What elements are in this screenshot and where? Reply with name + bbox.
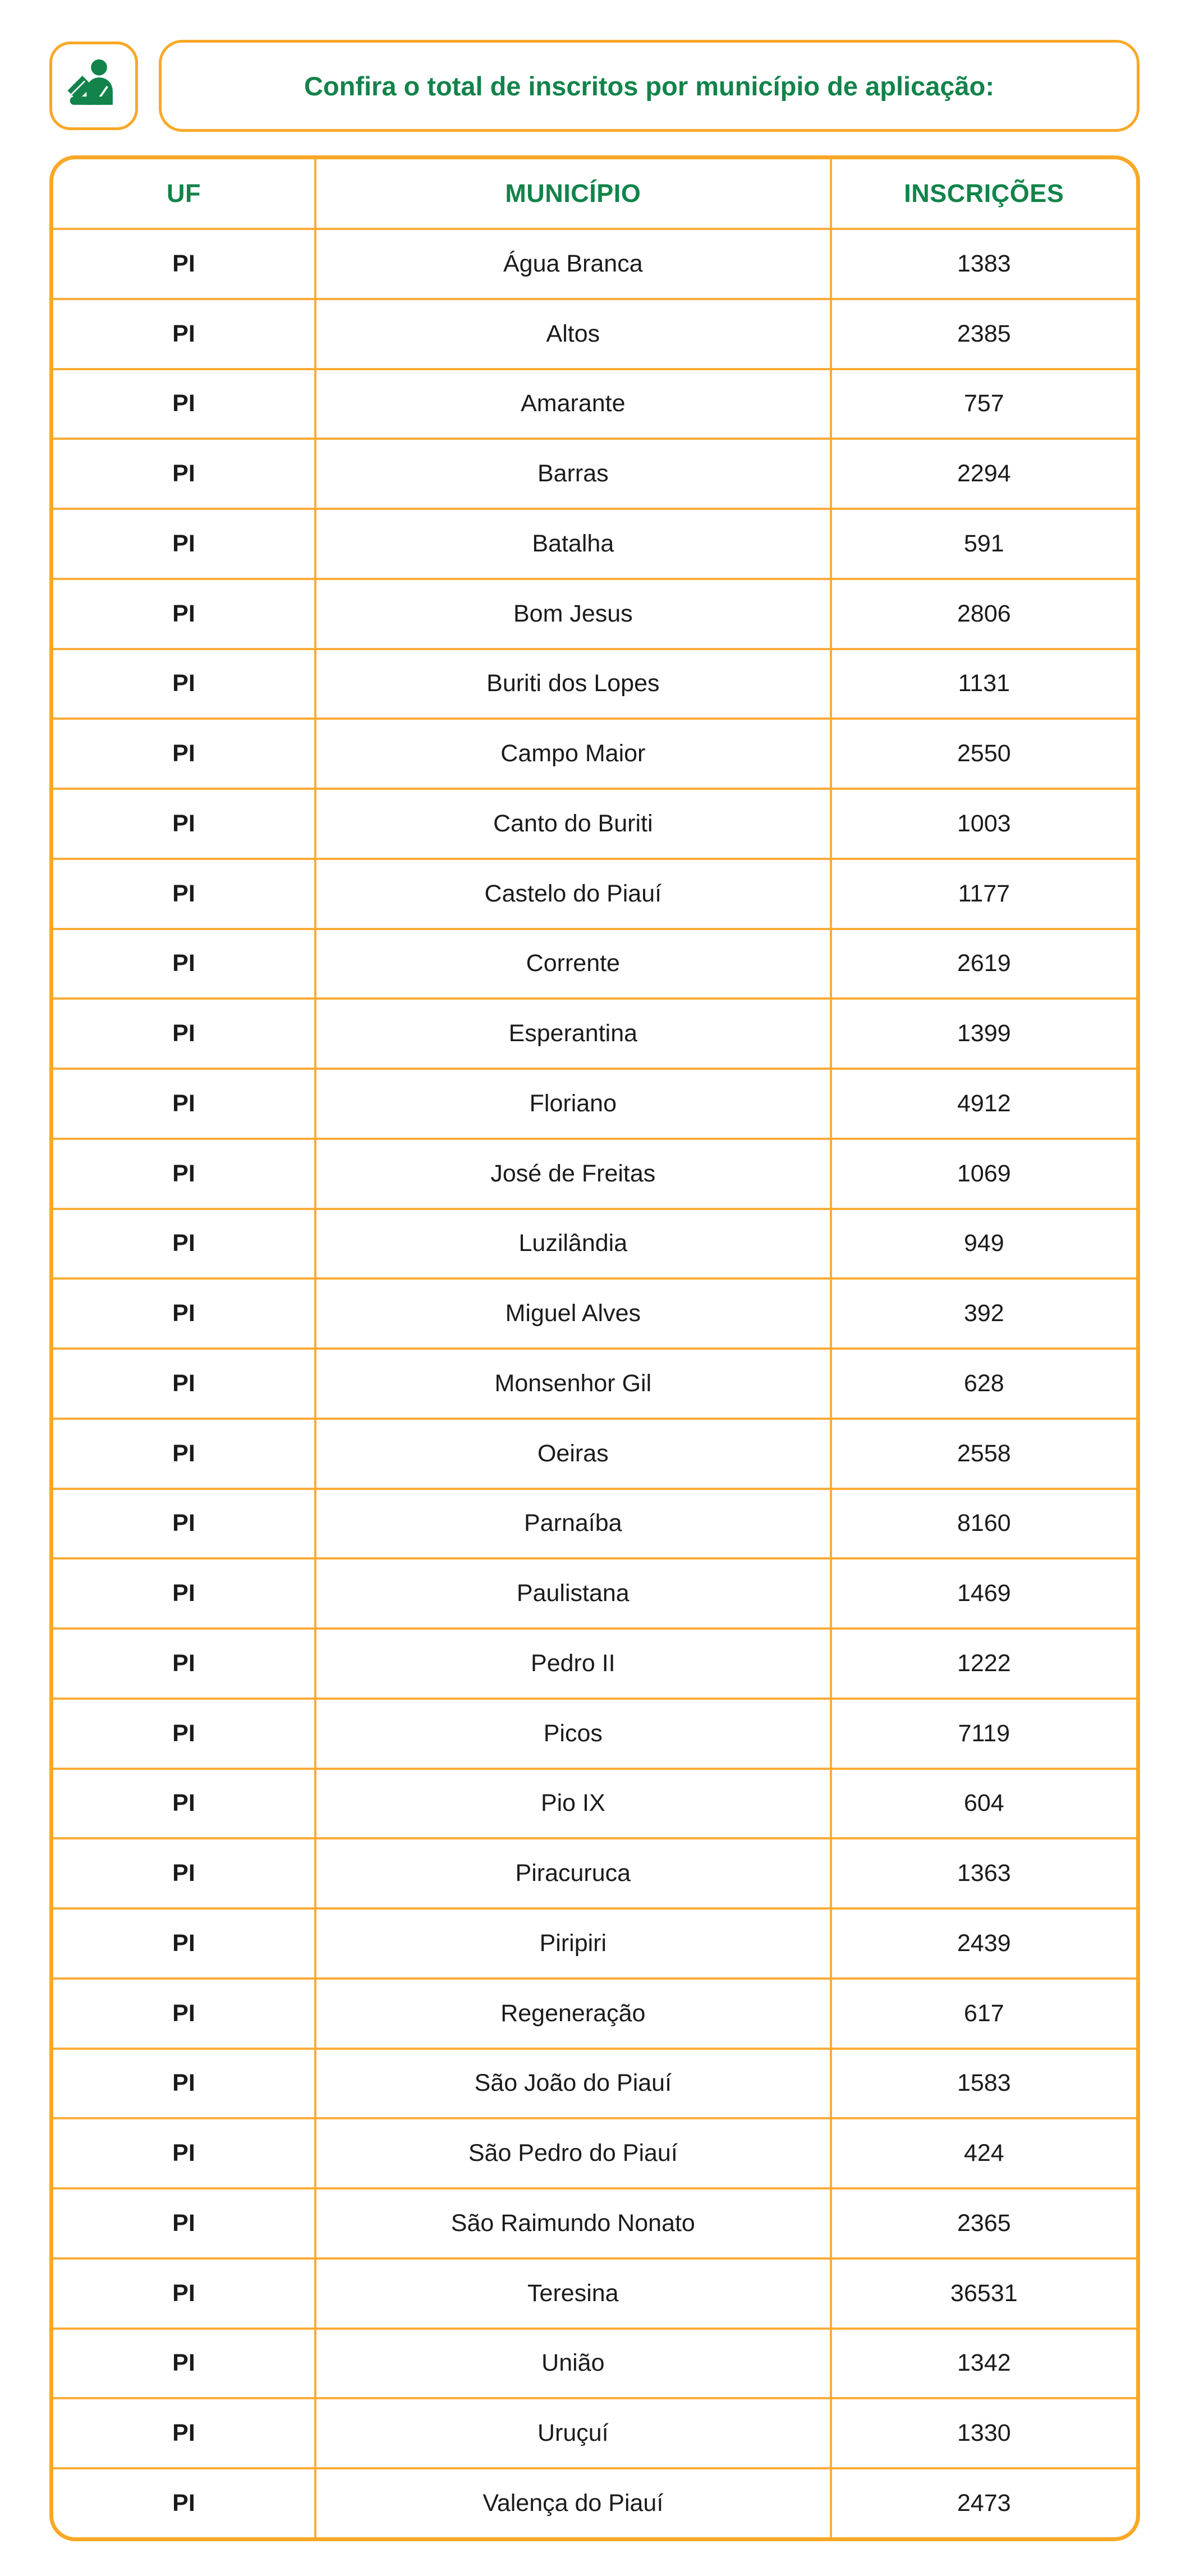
table-header-row <box>53 159 1136 228</box>
cell-uf: PI <box>53 790 316 858</box>
cell-inscricoes: 604 <box>963 1790 1004 1817</box>
cell-uf: PI <box>53 930 316 998</box>
cell-uf: PI <box>53 230 316 298</box>
cell-municipio: Pio IX <box>316 1770 832 1838</box>
table-row <box>53 1347 1136 1418</box>
table-row <box>53 2327 1136 2398</box>
cell-inscricoes: 2294 <box>957 460 1011 487</box>
cell-municipio: Luzilândia <box>316 1210 832 1278</box>
table-row <box>53 1488 1136 1558</box>
column-header-uf: UF <box>53 159 316 228</box>
cell-municipio: Miguel Alves <box>316 1280 832 1347</box>
cell-inscricoes: 7119 <box>958 1719 1010 1747</box>
cell-uf: PI <box>53 1980 316 2048</box>
cell-uf: PI <box>53 1350 316 1418</box>
cell-inscricoes: 1003 <box>957 809 1011 837</box>
cell-uf: PI <box>53 1770 316 1838</box>
cell-inscricoes: 1069 <box>957 1160 1011 1187</box>
cell-uf: PI <box>53 510 316 578</box>
cell-inscricoes: 757 <box>963 390 1004 417</box>
cell-uf: PI <box>53 580 316 648</box>
cell-uf: PI <box>53 1700 316 1768</box>
cell-municipio: Barras <box>316 440 832 508</box>
cell-uf: PI <box>53 2260 316 2327</box>
cell-municipio: União <box>316 2330 832 2398</box>
table-row <box>53 368 1136 438</box>
table-row <box>53 1138 1136 1208</box>
cell-municipio: Oeiras <box>316 1420 832 1488</box>
table-row <box>53 788 1136 858</box>
cell-municipio: Teresina <box>316 2260 832 2327</box>
cell-uf: PI <box>53 1560 316 1627</box>
table-row <box>53 1068 1136 1138</box>
cell-uf: PI <box>53 1140 316 1208</box>
person-reading-icon-box <box>49 42 138 130</box>
cell-uf: PI <box>53 2330 316 2398</box>
cell-uf: PI <box>53 440 316 508</box>
cell-inscricoes: 1330 <box>957 2419 1011 2447</box>
cell-inscricoes: 1399 <box>957 1020 1011 1047</box>
table-row <box>53 1208 1136 1278</box>
cell-inscricoes: 2439 <box>957 1929 1011 1957</box>
inscriptions-table <box>49 155 1140 2541</box>
table-row <box>53 1837 1136 1907</box>
cell-municipio: Campo Maior <box>316 720 832 788</box>
cell-uf: PI <box>53 1070 316 1138</box>
table-row <box>53 997 1136 1068</box>
table-row <box>53 858 1136 928</box>
cell-inscricoes: 2385 <box>957 320 1011 347</box>
cell-municipio: Paulistana <box>316 1560 832 1627</box>
cell-inscricoes: 617 <box>963 1999 1004 2027</box>
cell-municipio: São Raimundo Nonato <box>316 2189 832 2257</box>
person-reading-icon <box>64 56 123 116</box>
cell-inscricoes: 2806 <box>957 600 1011 627</box>
cell-municipio: Floriano <box>316 1070 832 1138</box>
table-row <box>53 2187 1136 2257</box>
table-row <box>53 648 1136 718</box>
table-row <box>53 578 1136 648</box>
table-row <box>53 1698 1136 1768</box>
table-row <box>53 508 1136 578</box>
cell-uf: PI <box>53 2119 316 2187</box>
column-header-inscricoes: INSCRIÇÕES <box>904 179 1064 208</box>
cell-uf: PI <box>53 2399 316 2467</box>
table-row <box>53 1977 1136 2048</box>
cell-uf: PI <box>53 2469 316 2537</box>
table-row <box>53 1418 1136 1488</box>
cell-municipio: José de Freitas <box>316 1140 832 1208</box>
cell-municipio: Água Branca <box>316 230 832 298</box>
cell-inscricoes: 1363 <box>957 1860 1011 1887</box>
cell-inscricoes: 1177 <box>958 880 1010 907</box>
cell-uf: PI <box>53 300 316 368</box>
page-title: Confira o total de inscritos por município de aplicação: <box>304 71 994 101</box>
cell-uf: PI <box>53 1000 316 1068</box>
cell-inscricoes: 1131 <box>958 670 1010 697</box>
cell-municipio: Uruçuí <box>316 2399 832 2467</box>
cell-municipio: Esperantina <box>316 1000 832 1068</box>
cell-municipio: Monsenhor Gil <box>316 1350 832 1418</box>
cell-uf: PI <box>53 860 316 928</box>
cell-inscricoes: 4912 <box>957 1089 1011 1117</box>
cell-uf: PI <box>53 2189 316 2257</box>
table-row <box>53 1768 1136 1838</box>
cell-municipio: Parnaíba <box>316 1490 832 1558</box>
cell-uf: PI <box>53 1490 316 1558</box>
cell-municipio: Altos <box>316 300 832 368</box>
cell-uf: PI <box>53 720 316 788</box>
cell-uf: PI <box>53 1420 316 1488</box>
table-row <box>53 1907 1136 1977</box>
cell-municipio: São Pedro do Piauí <box>316 2119 832 2187</box>
table-row <box>53 2117 1136 2187</box>
table-row <box>53 1627 1136 1698</box>
cell-uf: PI <box>53 1839 316 1907</box>
cell-inscricoes: 8160 <box>957 1510 1011 1537</box>
table-row <box>53 438 1136 508</box>
cell-municipio: Castelo do Piauí <box>316 860 832 928</box>
cell-inscricoes: 1469 <box>957 1580 1011 1607</box>
cell-municipio: Piracuruca <box>316 1839 832 1907</box>
table-row <box>53 2048 1136 2118</box>
cell-municipio: Bom Jesus <box>316 580 832 648</box>
cell-uf: PI <box>53 370 316 438</box>
cell-inscricoes: 1383 <box>957 250 1011 277</box>
table-row <box>53 1557 1136 1627</box>
cell-inscricoes: 392 <box>963 1300 1004 1327</box>
cell-inscricoes: 591 <box>963 530 1004 557</box>
table-row <box>53 2467 1136 2537</box>
table-row <box>53 2397 1136 2467</box>
cell-inscricoes: 1583 <box>957 2069 1011 2097</box>
cell-inscricoes: 949 <box>963 1230 1004 1257</box>
cell-municipio: Pedro II <box>316 1630 832 1698</box>
cell-municipio: Regeneração <box>316 1980 832 2048</box>
cell-inscricoes: 2550 <box>957 740 1011 767</box>
cell-municipio: Canto do Buriti <box>316 790 832 858</box>
cell-uf: PI <box>53 650 316 718</box>
cell-uf: PI <box>53 1630 316 1698</box>
table-row <box>53 228 1136 298</box>
cell-inscricoes: 1342 <box>957 2349 1011 2377</box>
table-row <box>53 717 1136 788</box>
cell-uf: PI <box>53 1910 316 1977</box>
cell-municipio: Picos <box>316 1700 832 1768</box>
cell-inscricoes: 424 <box>963 2140 1004 2167</box>
cell-inscricoes: 1222 <box>957 1649 1011 1677</box>
cell-municipio: Amarante <box>316 370 832 438</box>
table-row <box>53 298 1136 368</box>
column-header-municipio: MUNICÍPIO <box>316 159 832 228</box>
table-row <box>53 928 1136 998</box>
cell-municipio: Piripiri <box>316 1910 832 1977</box>
cell-inscricoes: 2619 <box>957 950 1011 977</box>
table-row <box>53 1277 1136 1347</box>
cell-inscricoes: 2558 <box>957 1439 1011 1467</box>
cell-municipio: Batalha <box>316 510 832 578</box>
cell-municipio: São João do Piauí <box>316 2050 832 2118</box>
cell-municipio: Valença do Piauí <box>316 2469 832 2537</box>
title-box <box>159 40 1140 132</box>
cell-uf: PI <box>53 1210 316 1278</box>
cell-inscricoes: 2365 <box>957 2209 1011 2237</box>
cell-inscricoes: 628 <box>963 1369 1004 1397</box>
cell-inscricoes: 2473 <box>957 2489 1011 2517</box>
table-row <box>53 2257 1136 2327</box>
cell-municipio: Buriti dos Lopes <box>316 650 832 718</box>
cell-uf: PI <box>53 1280 316 1347</box>
cell-municipio: Corrente <box>316 930 832 998</box>
cell-uf: PI <box>53 2050 316 2118</box>
cell-inscricoes: 36531 <box>950 2279 1018 2307</box>
